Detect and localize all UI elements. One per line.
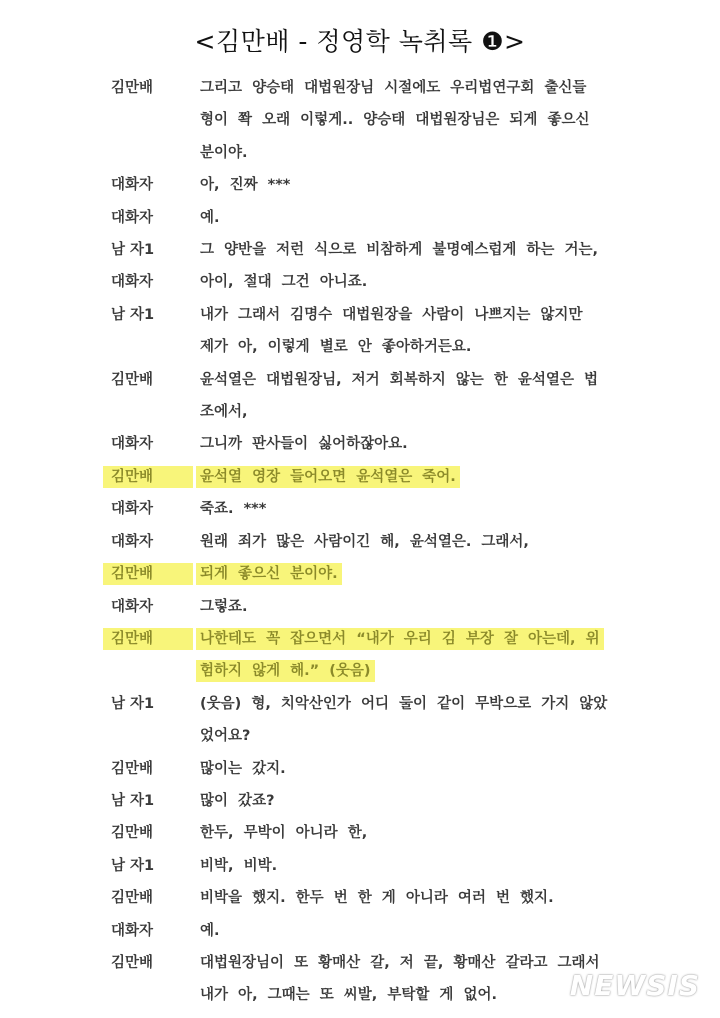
transcript-entry <box>103 428 663 460</box>
utterance <box>200 202 663 234</box>
speaker-label <box>103 234 200 266</box>
utterance-text: (웃음) 형, 치악산인가 어디 둘이 같이 무박으로 가지 않았 <box>200 695 608 712</box>
highlighted-transcript-entry <box>103 558 663 590</box>
speaker-label <box>103 266 200 298</box>
utterance-text: 그리고 양승태 대법원장님 시절에도 우리법연구회 출신들 <box>200 80 587 96</box>
speaker-label <box>103 915 200 947</box>
utterance-line <box>200 882 663 914</box>
transcript-entry <box>103 753 663 785</box>
speaker-name: 대화자 <box>111 922 154 939</box>
transcript-entry <box>103 234 663 266</box>
utterance-line <box>200 299 663 331</box>
transcript-entry <box>103 785 663 817</box>
utterance <box>200 428 663 460</box>
utterance-text: 윤석열은 대법원장님, 저거 회복하지 않는 한 윤석열은 법 <box>200 371 599 388</box>
utterance <box>200 850 663 882</box>
speaker-name: 남 자1 <box>111 857 155 874</box>
utterance-text: 비박을 했지. 한두 번 한 게 아니라 여러 번 했지. <box>200 890 554 907</box>
speaker-label <box>103 785 200 817</box>
transcript-entry <box>103 591 663 623</box>
speaker-label <box>103 428 200 460</box>
transcript-entry <box>103 688 663 753</box>
utterance-text: 많이는 갔지. <box>200 760 286 777</box>
utterance-text: 원래 죄가 많은 사람이긴 해, 윤석열은. 그래서, <box>200 533 529 550</box>
utterance-text: 그렇죠. <box>200 598 248 615</box>
utterance-text: 조에서, <box>200 404 248 421</box>
speaker-name: 대화자 <box>111 177 154 194</box>
transcript-entry <box>103 817 663 849</box>
utterance <box>200 364 663 429</box>
utterance-line <box>200 202 663 234</box>
utterance-text: 험하지 않게 해.” (웃음) <box>196 660 375 682</box>
speaker-label <box>103 72 200 169</box>
utterance-text: 아이, 절대 그건 아니죠. <box>200 274 368 291</box>
speaker-name: 김만배 <box>111 825 154 842</box>
utterance <box>200 72 663 169</box>
utterance <box>200 623 663 688</box>
utterance-line <box>200 169 663 201</box>
speaker-name: 김만배 <box>111 760 154 777</box>
utterance-line <box>200 655 663 687</box>
speaker-label <box>103 623 200 688</box>
utterance-text: 예. <box>200 209 220 226</box>
utterance <box>200 688 663 753</box>
utterance-text: 분이야. <box>200 144 248 161</box>
utterance <box>200 882 663 914</box>
utterance <box>200 785 663 817</box>
transcript-entry <box>103 526 663 558</box>
utterance <box>200 493 663 525</box>
highlighted-transcript-entry <box>103 623 663 688</box>
utterance-line <box>200 817 663 849</box>
speaker-name: 김만배 <box>111 80 154 96</box>
utterance <box>200 591 663 623</box>
utterance-line <box>200 331 663 363</box>
utterance-line <box>200 720 663 752</box>
utterance-text: 한두, 무박이 아니라 한, <box>200 825 368 842</box>
speaker-label <box>103 202 200 234</box>
utterance-line <box>200 688 663 720</box>
transcript-entry <box>103 169 663 201</box>
transcript-entry <box>103 850 663 882</box>
speaker-name: 김만배 <box>103 466 193 488</box>
utterance-text: 아, 진짜 *** <box>200 177 291 194</box>
speaker-name: 대화자 <box>111 209 154 226</box>
utterance-text: 예. <box>200 922 220 939</box>
speaker-label <box>103 753 200 785</box>
transcript-entry <box>103 299 663 364</box>
utterance-text: 나한테도 꼭 잡으면서 “내가 우리 김 부장 잘 아는데, 위 <box>196 628 604 650</box>
speaker-label <box>103 850 200 882</box>
speaker-label <box>103 817 200 849</box>
utterance-text: 그니까 판사들이 싫어하잖아요. <box>200 436 408 453</box>
speaker-name: 김만배 <box>103 563 193 585</box>
utterance-text: 제가 아, 이렇게 별로 안 좋아하거든요. <box>200 339 472 356</box>
utterance <box>200 753 663 785</box>
utterance-line <box>200 461 663 493</box>
speaker-name: 대화자 <box>111 533 154 550</box>
transcript-entry <box>103 364 663 429</box>
utterance-text: 윤석열 영장 들어오면 윤석열은 죽어. <box>196 466 460 488</box>
utterance-line <box>200 753 663 785</box>
utterance-line <box>200 72 663 104</box>
speaker-name: 남 자1 <box>111 792 155 809</box>
utterance <box>200 558 663 590</box>
speaker-name: 남 자1 <box>111 242 155 259</box>
utterance-line <box>200 591 663 623</box>
utterance-line <box>200 234 663 266</box>
speaker-label <box>103 493 200 525</box>
speaker-label <box>103 461 200 493</box>
utterance-text: 그 양반을 저런 식으로 비참하게 불명예스럽게 하는 거는, <box>200 242 599 259</box>
utterance <box>200 526 663 558</box>
newsis-watermark: NEWSIS <box>569 969 700 1002</box>
speaker-name: 김만배 <box>111 890 154 907</box>
speaker-label <box>103 364 200 429</box>
highlighted-transcript-entry <box>103 461 663 493</box>
transcript-entry <box>103 882 663 914</box>
utterance-line <box>200 104 663 136</box>
utterance-line <box>200 850 663 882</box>
utterance <box>200 169 663 201</box>
utterance-line <box>200 266 663 298</box>
speaker-label <box>103 526 200 558</box>
utterance-line <box>200 396 663 428</box>
speaker-name: 김만배 <box>111 371 154 388</box>
document-title: <김만배 - 정영학 녹취록 ❶> <box>194 27 526 56</box>
speaker-label <box>103 169 200 201</box>
utterance-text: 내가 아, 그때는 또 씨발, 부탁할 게 없어. <box>200 987 497 1004</box>
speaker-label <box>103 558 200 590</box>
utterance-line <box>200 428 663 460</box>
transcript-entry <box>103 493 663 525</box>
utterance-line <box>200 526 663 558</box>
speaker-name: 대화자 <box>111 598 154 615</box>
utterance-text: 대법원장님이 또 황매산 갈, 저 끝, 황매산 갈라고 그래서 <box>200 954 600 971</box>
speaker-name: 김만배 <box>103 628 193 650</box>
utterance-text: 죽죠. *** <box>200 501 267 518</box>
utterance <box>200 915 663 947</box>
utterance-line <box>200 364 663 396</box>
utterance-text: 었어요? <box>200 728 251 745</box>
speaker-name: 대화자 <box>111 436 154 453</box>
utterance <box>200 817 663 849</box>
utterance-text: 형이 쫙 오래 이렇게.. 양승태 대법원장님은 되게 좋으신 <box>200 112 590 129</box>
utterance-line <box>200 558 663 590</box>
speaker-name: 김만배 <box>111 954 154 971</box>
speaker-label <box>103 299 200 364</box>
utterance-line <box>200 623 663 655</box>
utterance-line <box>200 137 663 169</box>
speaker-label <box>103 947 200 1012</box>
utterance-line <box>200 785 663 817</box>
transcript <box>103 72 663 1012</box>
utterance-text: 내가 그래서 김명수 대법원장을 사람이 나쁘지는 않지만 <box>200 306 583 323</box>
speaker-label <box>103 688 200 753</box>
transcript-entry <box>103 266 663 298</box>
utterance-text: 비박, 비박. <box>200 857 278 874</box>
speaker-name: 대화자 <box>111 501 154 518</box>
speaker-label <box>103 882 200 914</box>
speaker-name: 남 자1 <box>111 695 155 712</box>
utterance-line <box>200 915 663 947</box>
utterance <box>200 461 663 493</box>
utterance <box>200 266 663 298</box>
utterance-text: 되게 좋으신 분이야. <box>196 563 342 585</box>
utterance <box>200 234 663 266</box>
transcript-entry <box>103 202 663 234</box>
speaker-name: 남 자1 <box>111 306 155 323</box>
transcript-entry <box>103 915 663 947</box>
speaker-name: 대화자 <box>111 274 154 291</box>
transcript-entry <box>103 72 663 169</box>
utterance-text: 많이 갔죠? <box>200 792 275 809</box>
speaker-label <box>103 591 200 623</box>
utterance <box>200 299 663 364</box>
utterance-line <box>200 493 663 525</box>
